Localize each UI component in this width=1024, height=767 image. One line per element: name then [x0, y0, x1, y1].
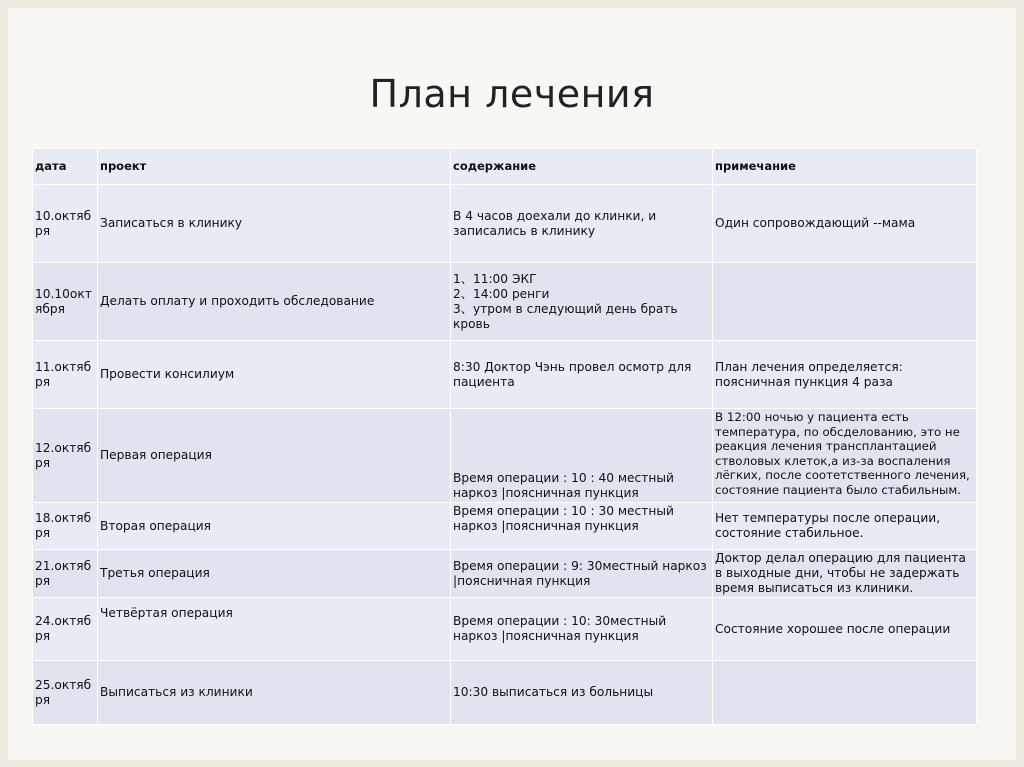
treatment-plan-table — [32, 148, 977, 725]
table-row — [33, 661, 977, 725]
row-note: Один сопровождающий --мама — [713, 185, 977, 263]
row-project: Записаться в клинику — [98, 185, 451, 263]
row-note — [713, 661, 977, 725]
row-date: 11.октября — [33, 341, 98, 409]
row-content: 1、11:00 ЭКГ 2、14:00 ренги 3、утром в следующий день брать кровь — [451, 263, 713, 341]
header-note: примечание — [713, 149, 977, 185]
table-row — [33, 341, 977, 409]
row-project: Выписаться из клиники — [98, 661, 451, 725]
table-header-row — [33, 149, 977, 185]
row-note: Доктор делал операцию для пациента в выходные дни, чтобы не задержать время выписаться из клиники. — [713, 550, 977, 598]
row-date: 25.октября — [33, 661, 98, 725]
header-content: содержание — [451, 149, 713, 185]
row-project: Провести консилиум — [98, 341, 451, 409]
header-project: проект — [98, 149, 451, 185]
table-row — [33, 550, 977, 598]
row-date: 24.октября — [33, 598, 98, 661]
table-row — [33, 503, 977, 550]
row-note: Нет температуры после операции, состояние стабильное. — [713, 503, 977, 550]
table-row — [33, 185, 977, 263]
row-date: 12.октября — [33, 409, 98, 503]
page-title: План лечения — [369, 72, 655, 116]
row-note — [713, 263, 977, 341]
row-content: Время операции : 10 : 40 местный наркоз |поясничная пункция — [451, 409, 713, 503]
row-note: Состояние хорошее после операции — [713, 598, 977, 661]
row-date: 10.10октября — [33, 263, 98, 341]
row-content: Время операции : 10 : 30 местный наркоз |поясничная пункция — [451, 503, 713, 550]
row-note: План лечения определяется: поясничная пункция 4 раза — [713, 341, 977, 409]
header-date: дата — [33, 149, 98, 185]
row-date: 21.октября — [33, 550, 98, 598]
table-row — [33, 409, 977, 503]
row-content: 8:30 Доктор Чэнь провел осмотр для пациента — [451, 341, 713, 409]
row-project: Четвёртая операция — [98, 598, 451, 661]
row-project: Первая операция — [98, 409, 451, 503]
row-content: Время операции : 10: 30местный наркоз |поясничная пункция — [451, 598, 713, 661]
row-project: Делать оплату и проходить обследование — [98, 263, 451, 341]
row-project: Третья операция — [98, 550, 451, 598]
row-project: Вторая операция — [98, 503, 451, 550]
row-content: Время операции : 9: 30местный наркоз |поясничная пункция — [451, 550, 713, 598]
row-date: 18.октября — [33, 503, 98, 550]
table-row — [33, 263, 977, 341]
row-note: В 12:00 ночью у пациента есть температура, по обсделованию, это не реакция лечения трансплантацией стволовых клеток,а из-за воспаления лёгких, после соотетственного лечения, состояние пациента было стабильным. — [713, 409, 977, 503]
row-content: В 4 часов доехали до клинки, и записались в клинику — [451, 185, 713, 263]
table-row — [33, 598, 977, 661]
row-date: 10.октября — [33, 185, 98, 263]
row-content: 10:30 выписаться из больницы — [451, 661, 713, 725]
